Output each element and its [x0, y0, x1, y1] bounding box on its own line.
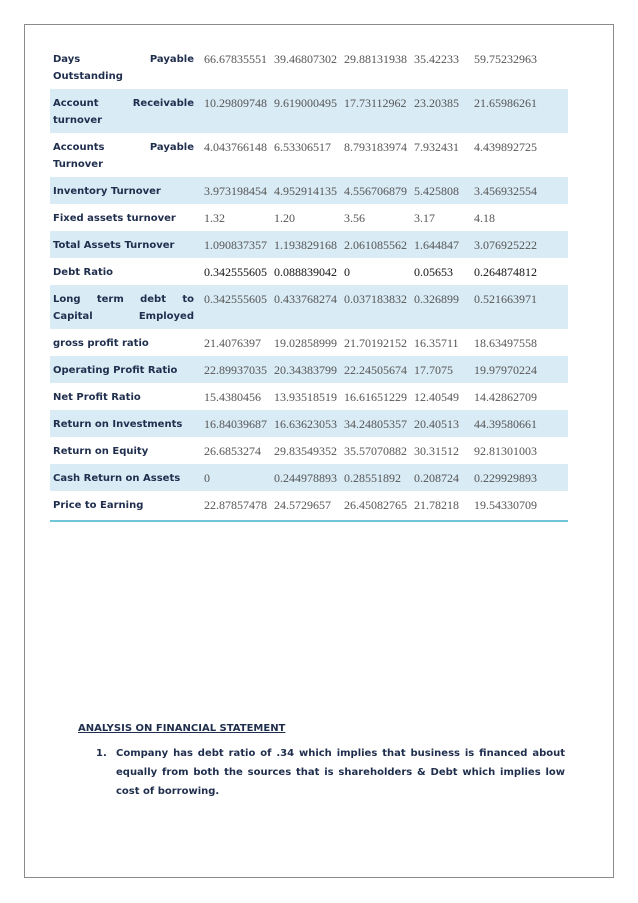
analysis-point-text: Company has debt ratio of .34 which implies that business is financed about equally from both the sources that is shareholders & Debt which implies low cost of borrowing.	[116, 748, 565, 797]
row-label: Total Assets Turnover	[50, 231, 200, 258]
row-value: 0.521663971	[470, 285, 568, 329]
table-row	[50, 410, 568, 437]
row-label: Price to Earning	[50, 491, 200, 521]
row-value: 26.6853274	[204, 444, 261, 458]
row-value: 3.56	[344, 211, 365, 225]
row-value: 23.20385	[410, 89, 470, 133]
row-value: 26.45082765	[340, 491, 410, 521]
table-row	[50, 133, 568, 177]
row-label: Accounts Payable Turnover	[53, 142, 194, 170]
analysis-point-number: 1.	[96, 748, 107, 759]
row-value: 1.32	[204, 211, 225, 225]
row-label: Inventory Turnover	[50, 177, 200, 204]
table-row	[50, 285, 568, 329]
row-value: 19.97970224	[470, 356, 568, 383]
row-value: 8.793183974	[344, 140, 407, 154]
row-value: 1.090837357	[200, 231, 270, 258]
row-value: 0.264874812	[474, 265, 537, 279]
row-value: 2.061085562	[340, 231, 410, 258]
row-label: Net Profit Ratio	[53, 392, 141, 403]
row-value: 0.037183832	[340, 285, 410, 329]
row-value: 17.73112962	[340, 89, 410, 133]
row-label: Return on Investments	[50, 410, 200, 437]
row-value: 0.433768274	[270, 285, 340, 329]
row-value: 24.5729657	[270, 491, 340, 521]
row-value: 0.229929893	[470, 464, 568, 491]
row-value: 3.973198454	[200, 177, 270, 204]
row-value: 0.088839042	[274, 265, 337, 279]
row-label: Fixed assets turnover	[53, 213, 176, 224]
table-row	[50, 329, 568, 356]
table-row	[50, 437, 568, 464]
row-value: 9.619000495	[270, 89, 340, 133]
row-value: 22.24505674	[340, 356, 410, 383]
row-value: 34.24805357	[340, 410, 410, 437]
row-value: 59.75232963	[474, 52, 537, 66]
analysis-point	[96, 744, 565, 801]
row-value: 16.35711	[414, 336, 459, 350]
row-value: 35.42233	[414, 52, 459, 66]
row-value: 21.78218	[410, 491, 470, 521]
table-row	[50, 383, 568, 410]
row-value: 66.67835551	[204, 52, 267, 66]
row-label: Operating Profit Ratio	[50, 356, 200, 383]
table-row	[50, 258, 568, 285]
row-value: 22.89937035	[200, 356, 270, 383]
row-value: 15.4380456	[204, 390, 261, 404]
row-value: 19.54330709	[470, 491, 568, 521]
row-value: 3.076925222	[470, 231, 568, 258]
row-value: 21.65986261	[470, 89, 568, 133]
row-value: 6.53306517	[274, 140, 331, 154]
row-value: 0	[200, 464, 270, 491]
row-value: 3.17	[414, 211, 435, 225]
row-value: 16.84039687	[200, 410, 270, 437]
row-value: 4.556706879	[340, 177, 410, 204]
row-label: Account Receivable turnover	[50, 89, 200, 133]
table-row	[50, 45, 568, 89]
row-value: 13.93518519	[274, 390, 337, 404]
table-row	[50, 177, 568, 204]
row-value: 4.18	[474, 211, 495, 225]
row-value: 0	[344, 265, 350, 279]
row-value: 1.20	[274, 211, 295, 225]
row-value: 0.28551892	[340, 464, 410, 491]
row-value: 1.193829168	[270, 231, 340, 258]
row-value: 16.63623053	[270, 410, 340, 437]
table-row	[50, 204, 568, 231]
row-value: 20.40513	[410, 410, 470, 437]
row-value: 4.952914135	[270, 177, 340, 204]
row-value: 19.02858999	[274, 336, 337, 350]
row-label: Days Payable Outstanding	[53, 54, 194, 82]
ratio-table	[50, 45, 568, 522]
row-value: 0.05653	[414, 265, 453, 279]
ratio-table-body	[50, 45, 568, 521]
row-value: 30.31512	[414, 444, 459, 458]
row-value: 0.342555605	[204, 265, 267, 279]
row-label: Return on Equity	[53, 446, 149, 457]
row-value: 4.043766148	[204, 140, 267, 154]
row-value: 18.63497558	[474, 336, 537, 350]
table-row	[50, 231, 568, 258]
table-row	[50, 464, 568, 491]
table-row	[50, 491, 568, 521]
row-value: 22.87857478	[200, 491, 270, 521]
row-value: 3.456932554	[470, 177, 568, 204]
row-value: 0.208724	[410, 464, 470, 491]
row-value: 20.34383799	[270, 356, 340, 383]
row-label: Long term debt to Capital Employed	[50, 285, 200, 329]
row-value: 10.29809748	[200, 89, 270, 133]
row-value: 4.439892725	[474, 140, 537, 154]
row-value: 7.932431	[414, 140, 459, 154]
row-value: 12.40549	[414, 390, 459, 404]
row-value: 92.81301003	[474, 444, 537, 458]
row-value: 0.244978893	[270, 464, 340, 491]
row-value: 0.326899	[410, 285, 470, 329]
row-label: gross profit ratio	[53, 338, 149, 349]
row-value: 39.46807302	[274, 52, 337, 66]
row-value: 1.644847	[410, 231, 470, 258]
row-value: 29.83549352	[274, 444, 337, 458]
row-value: 16.61651229	[344, 390, 407, 404]
table-row	[50, 89, 568, 133]
analysis-heading: ANALYSIS ON FINANCIAL STATEMENT	[78, 723, 286, 734]
row-value: 5.425808	[410, 177, 470, 204]
row-label: Debt Ratio	[53, 267, 114, 278]
table-row	[50, 356, 568, 383]
row-value: 29.88131938	[344, 52, 407, 66]
row-value: 44.39580661	[470, 410, 568, 437]
row-value: 35.57070882	[344, 444, 407, 458]
row-label: Cash Return on Assets	[50, 464, 200, 491]
row-value: 0.342555605	[200, 285, 270, 329]
row-value: 17.7075	[410, 356, 470, 383]
row-value: 14.42862709	[474, 390, 537, 404]
row-value: 21.4076397	[204, 336, 261, 350]
row-value: 21.70192152	[344, 336, 407, 350]
